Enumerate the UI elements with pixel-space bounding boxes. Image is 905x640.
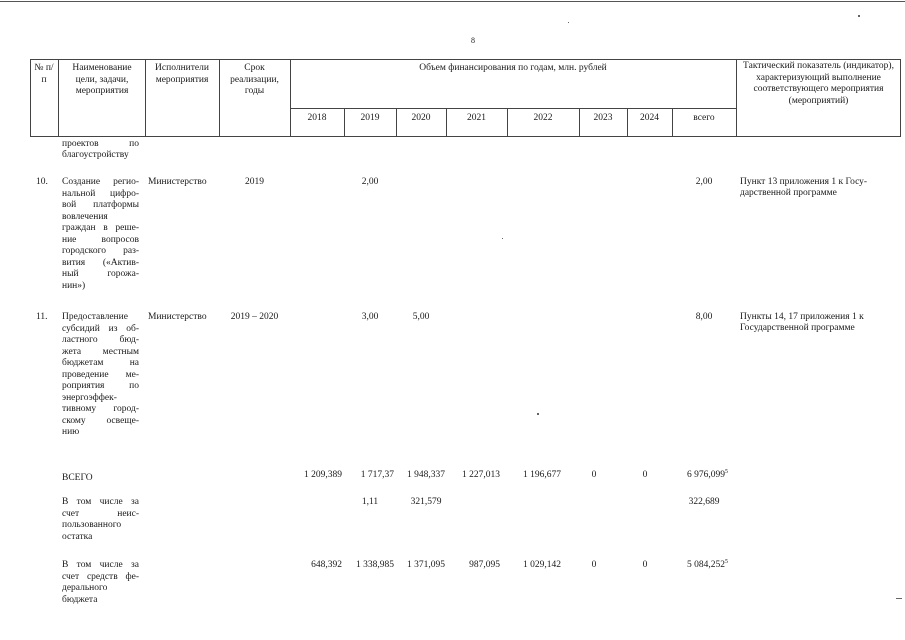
unused-total: 322,689 (688, 497, 720, 507)
unused-label: В том числе за счет неис- пользованного остатка (62, 497, 139, 542)
year-header-2019: 2019 (360, 113, 380, 123)
total-2019: 1 717,37 (360, 470, 394, 480)
row11-indicator: Пункты 14, 17 приложения 1 к (740, 312, 864, 322)
scan-speck (537, 413, 539, 415)
federal-2021: 987,095 (469, 560, 500, 570)
row11-total: 8,00 (695, 312, 713, 322)
total-all: 6 976,099$^5$ (687, 468, 728, 480)
header-financing: Объем финансирования по годам, млн. рублей (419, 63, 607, 73)
footnote-mark: 5 (725, 558, 728, 565)
header-bottom-border (30, 136, 900, 137)
scan-mark (896, 598, 902, 599)
header-executors: Исполнители мероприятия (155, 63, 209, 85)
footnote-mark: 5 (725, 468, 728, 475)
row11-executor: Министерство (148, 312, 207, 322)
row11-2020: 5,00 (412, 312, 430, 322)
federal-total: 5 084,252$^5$ (687, 558, 728, 570)
total-2024: 0 (642, 470, 648, 480)
federal-2022: 1 029,142 (523, 560, 561, 570)
year-header-2024: 2024 (640, 113, 659, 123)
year-header-2023: 2023 (593, 113, 613, 123)
continuation-text: благоустройству (62, 150, 129, 160)
total-2023: 0 (591, 470, 597, 480)
row10-num: 10. (36, 177, 48, 187)
row11-2019: 3,00 (361, 312, 379, 322)
col-border (58, 59, 59, 137)
scan-speck (858, 15, 860, 17)
top-scan-line (0, 1, 905, 2)
federal-2020: 1 371,095 (407, 560, 445, 570)
years-separator (290, 108, 736, 109)
row11-num: 11. (36, 312, 48, 322)
federal-label: В том числе за счет средств фе- дерального бюджета (62, 560, 139, 605)
unused-2019: 1,11 (361, 497, 379, 507)
row11-period: 2019 – 2020 (230, 312, 279, 322)
total-2018: 1 209,389 (304, 470, 342, 480)
federal-2024: 0 (642, 560, 648, 570)
row11-indicator: Государственной программе (740, 323, 855, 333)
scan-speck (502, 238, 503, 239)
total-2020: 1 948,337 (407, 470, 445, 480)
row10-indicator: дарственной программе (740, 188, 837, 198)
continuation-text: проектов по (62, 139, 139, 149)
row10-executor: Министерство (148, 177, 207, 187)
row10-2019: 2,00 (361, 177, 379, 187)
col-border (30, 59, 31, 137)
total-label: ВСЕГО (62, 473, 93, 483)
federal-2023: 0 (591, 560, 597, 570)
col-border (900, 59, 901, 137)
row11-name: Предоставление субсидий из об- ластного бюд- жета местным бюджетам на проведение ме- роприятия по энергоэффек- тивному город- скому освеще- нию (62, 312, 139, 437)
header-indicator: Тактический показатель (индикатор), характеризующий выполнение соответствующего мероприятия (мероприятий) (743, 61, 894, 106)
year-header-2020: 2020 (411, 113, 431, 123)
scan-speck (568, 22, 569, 23)
col-border (736, 59, 737, 137)
table-top-border (30, 59, 900, 60)
federal-2019: 1 338,985 (356, 560, 394, 570)
year-header-2022: 2022 (533, 113, 553, 123)
header-name: Наименование цели, задачи, мероприятия (72, 63, 132, 96)
header-period: Срок реализации, годы (230, 63, 279, 96)
year-header-2021: 2021 (467, 113, 486, 123)
header-num: № п/п (34, 63, 54, 85)
row10-name: Создание регио- нальной цифро- вой платформы вовлечения граждан в реше- ние вопросов городского раз- вития («Актив- ный горожа- нин») (62, 177, 139, 291)
total-2022: 1 196,677 (523, 470, 561, 480)
row10-indicator: Пункт 13 приложения 1 к Госу- (740, 177, 868, 187)
col-border (219, 59, 220, 137)
total-2021: 1 227,013 (462, 470, 500, 480)
col-border (290, 59, 291, 137)
row10-total: 2,00 (695, 177, 713, 187)
page-number: 8 (471, 36, 475, 45)
col-border (145, 59, 146, 137)
year-header-2018: 2018 (307, 113, 327, 123)
row10-period: 2019 (245, 177, 264, 187)
federal-2018: 648,392 (311, 560, 342, 570)
year-header-total: всего (693, 113, 715, 123)
unused-2020: 321,579 (410, 497, 442, 507)
